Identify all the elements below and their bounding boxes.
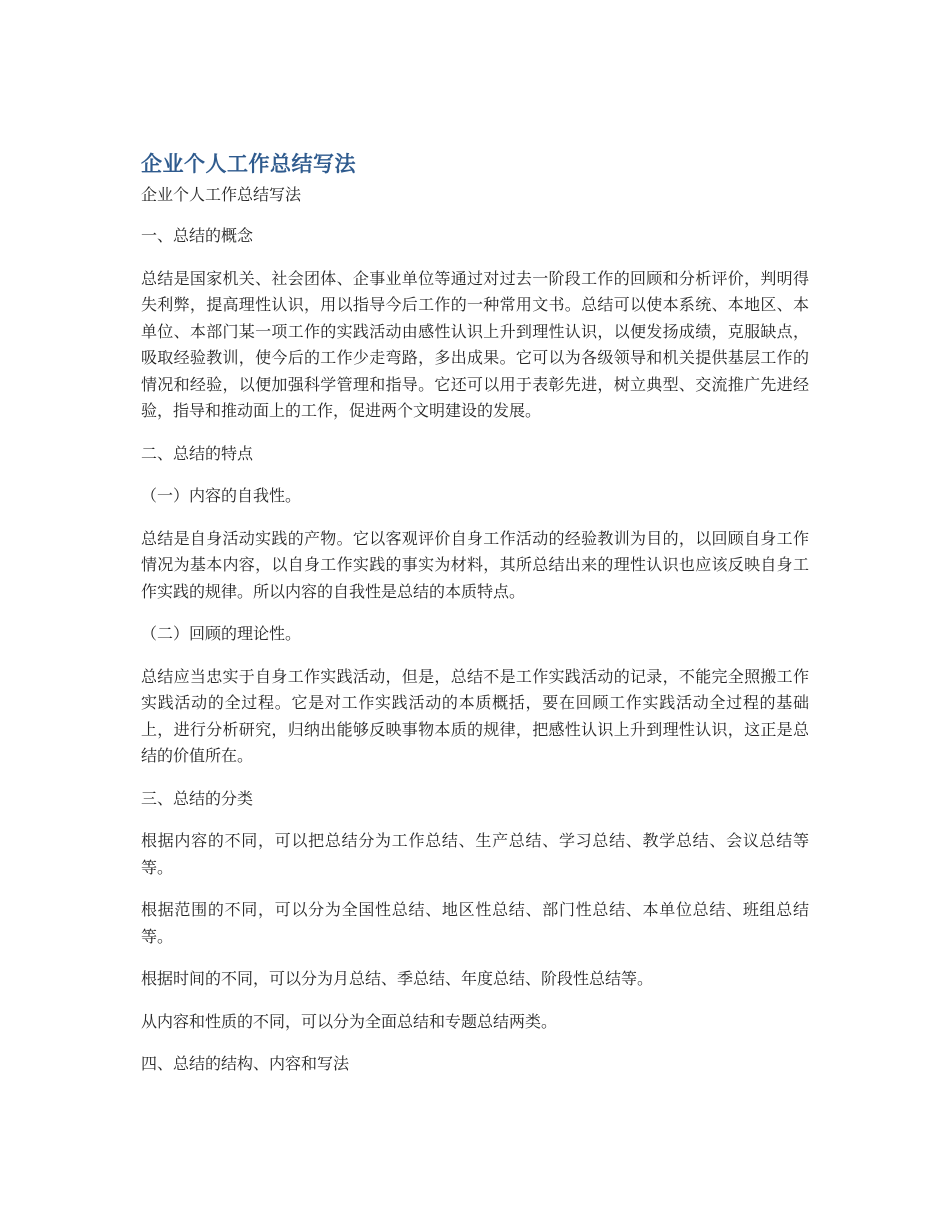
- paragraph-self-content: 总结是自身活动实践的产物。它以客观评价自身工作活动的经验教训为目的，以回顾自身工作情况为基本内容，以自身工作实践的事实为材料，其所总结出来的理性认识也应该反映自身工作实践的规律。所以内容的自我性是总结的本质特点。: [141, 528, 809, 601]
- paragraph-by-nature: 从内容和性质的不同，可以分为全面总结和专题总结两类。: [141, 1011, 558, 1031]
- section-heading-classification: 三、总结的分类: [141, 788, 254, 808]
- paragraph-by-scope: 根据范围的不同，可以分为全国性总结、地区性总结、部门性总结、本单位总结、班组总结等。: [141, 900, 809, 946]
- paragraph-by-time: 根据时间的不同，可以分为月总结、季总结、年度总结、阶段性总结等。: [141, 969, 654, 988]
- document-subtitle: 企业个人工作总结写法: [141, 185, 302, 204]
- document-page: [141, 148, 809, 1078]
- section-heading-features: 二、总结的特点: [141, 443, 254, 463]
- subheading-theoretical-review: （二）回顾的理论性。: [141, 624, 302, 643]
- paragraph-by-content: 根据内容的不同，可以把总结分为工作总结、生产总结、学习总结、教学总结、会议总结等等。: [141, 831, 809, 877]
- section-heading-structure: 四、总结的结构、内容和写法: [141, 1054, 350, 1073]
- subheading-self-content: （一）内容的自我性。: [141, 486, 302, 505]
- paragraph-theoretical-review: 总结应当忠实于自身工作实践活动，但是，总结不是工作实践活动的记录，不能完全照搬工作实践活动的全过程。它是对工作实践活动的本质概括，要在回顾工作实践活动全过程的基础上，进行分析研究，归纳出能够反映事物本质的规律，把感性认识上升到理性认识，这正是总结的价值所在。: [141, 666, 809, 765]
- paragraph-concept: 总结是国家机关、社会团体、企事业单位等通过对过去一阶段工作的回顾和分析评价，判明得失利弊，提高理性认识，用以指导今后工作的一种常用文书。总结可以使本系统、本地区、本单位、本部门某一项工作的实践活动由感性认识上升到理性认识，以便发扬成绩，克服缺点，吸取经验教训，使今后的工作少走弯路，多出成果。它可以为各级领导和机关提供基层工作的情况和经验，以便加强科学管理和指导。它还可以用于表彰先进，树立典型、交流推广先进经验，指导和推动面上的工作，促进两个文明建设的发展。: [141, 268, 809, 420]
- document-title: 企业个人工作总结写法: [141, 152, 356, 176]
- section-heading-concept: 一、总结的概念: [141, 226, 254, 245]
